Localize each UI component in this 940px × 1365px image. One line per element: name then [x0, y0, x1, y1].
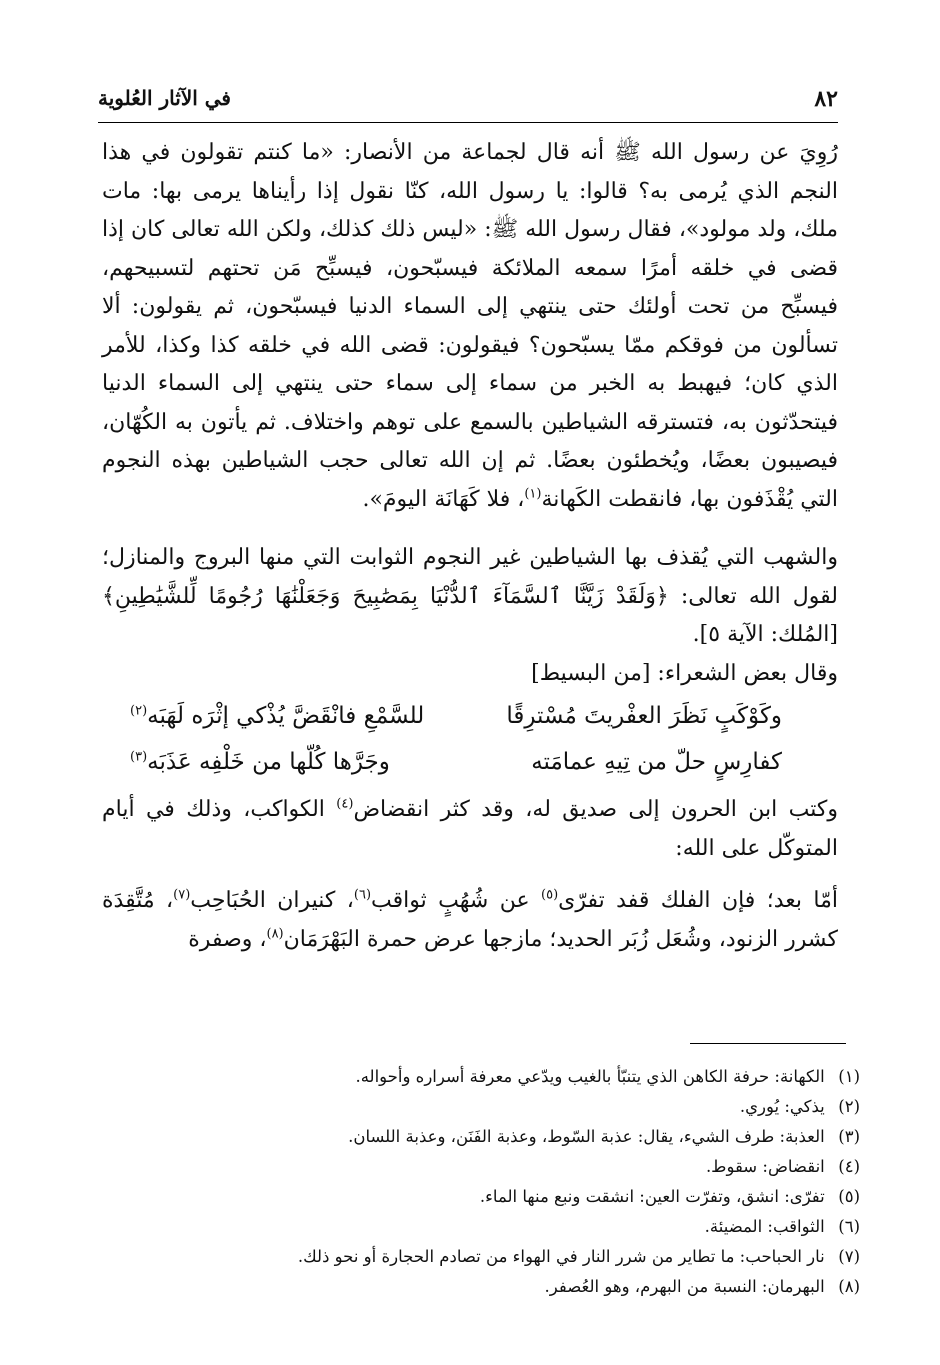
footnote-rule: [690, 1043, 846, 1044]
footnote-number: (٥): [838, 1187, 860, 1206]
header-rule: [98, 122, 838, 123]
verse-hemistich-second: [130, 739, 390, 785]
paragraph-letter: [102, 882, 838, 959]
page-number: ٨٢: [814, 86, 838, 112]
page-header: [98, 84, 838, 122]
footnote-ref: (٢): [130, 703, 148, 719]
footnote-number: (٦): [838, 1217, 860, 1236]
footnote-ref: (١): [524, 486, 542, 502]
footnote-ref: (٣): [130, 749, 148, 765]
footnote-number: (٢): [838, 1097, 860, 1116]
footnote: [110, 1122, 860, 1152]
paragraph-text: ، وصفرة: [188, 926, 267, 952]
footnote-text: الثواقب: المضيئة.: [704, 1217, 825, 1236]
footnote-text: انقضاض: سقوط.: [705, 1157, 825, 1176]
verse-hemistich-first: وكَوْكَبٍ نَظَرَ العفْريتَ مُسْترِقًا: [506, 703, 782, 729]
verse-text: وجَرَّها كُلّها من خَلْفِه عَذَبَه: [147, 749, 390, 775]
footnote-number: (٤): [838, 1157, 860, 1176]
footnote: [110, 1182, 860, 1212]
footnote-number: (٨): [838, 1277, 860, 1296]
paragraph-letter-intro: [102, 791, 838, 868]
footnote-ref: (٧): [173, 887, 191, 903]
footnote: [110, 1062, 860, 1092]
footnote-ref: (٦): [353, 887, 372, 903]
verse-line: [102, 693, 838, 739]
paragraph-text: عن شُهُبٍ ثواقب: [371, 888, 542, 913]
footnote-number: (٣): [838, 1127, 860, 1146]
verse-hemistich-second: [130, 693, 424, 739]
running-title: في الآثار العُلوية: [98, 86, 231, 110]
verse-line: [102, 739, 838, 785]
paragraph-text: ، كنيران الحُبَاحِب: [190, 888, 354, 913]
footnote-text: العذبة: طرف الشيء، يقال: عذبة السّوط، وعذبة الفَنَن، وعذبة اللسان.: [348, 1127, 825, 1146]
footnote-ref: (٨): [266, 926, 284, 942]
footnote: [110, 1242, 860, 1272]
footnote: [110, 1272, 860, 1302]
main-text: [102, 134, 838, 959]
footnotes: [110, 1062, 860, 1302]
paragraph-shuhub: والشهب التي يُقذف بها الشياطين غير النجوم الثوابت التي منها البروج والمنازل؛ لقول الله تعالى: ﴿وَلَقَدْ زَيَّنَّا ٱلسَّمَآءَ ٱلدُّنْيَا بِمَصَٰبِيحَ وَجَعَلْنَٰهَا رُجُومًا لِّلشَّيَٰطِينِ﴾ [المُلك: الآية ٥].: [102, 545, 838, 647]
footnote-number: (٧): [838, 1247, 860, 1266]
footnote-ref: (٥): [541, 887, 559, 903]
paragraph-text: ، فلا كَهَانَة اليومَ».: [362, 486, 525, 512]
verse-text: للسَّمْعِ فانْقَضَّ يُذْكي إثْرَه لَهَبَه: [147, 703, 425, 729]
paragraph-text: ، مُتَّقِدَة كشرر الزنود، وشُعَل زُبَر الحديد؛ مازجها عرض حمرة البَهْرَمَان: [102, 888, 838, 952]
footnote-text: نار الحباحب: ما تطاير من شرر النار في الهواء من تصادم الحجارة أو نحو ذلك.: [297, 1247, 825, 1266]
paragraph-hadith: [102, 134, 838, 519]
footnote-text: البهرمان: النسبة من البهرم، وهو العُصفر.: [544, 1277, 825, 1296]
paragraph-text: وكتب ابن الحرون إلى صديق له، وقد كثر انقضاض: [353, 797, 839, 822]
paragraph-text: رُوِيَ عن رسول الله ﷺ أنه قال لجماعة من الأنصار: «ما كنتم تقولون في هذا النجم الذي يُرمى به؟ قالوا: يا رسول الله، كنّا نقول إذا رأيناها يرمى بها: مات ملك، ولد مولود»، فقال رسول الله ﷺ: «ليس ذلك كذلك، ولكن الله تعالى كان إذا قضى في خلقه أمرًا سمعه الملائكة فيسبّحون، فيسبِّح مَن تحتهم لتسبيحهم، فيسبِّح من تحت أولئك حتى ينتهي إلى السماء الدنيا فيسبّحون، ثم يقولون: ألا تسألون من فوقكم ممّا يسبّحون؟ فيقولون: قضى الله في خلقه كذا وكذا، للأمر الذي كان؛ فيهبط به الخبر من سماء إلى سماء حتى ينتهي إلى السماء الدنيا فيتحدّثون به، فتسترقه الشياطين بالسمع على توهم واختلاف. ثم يأتون به الكُهّان، فيصيبون بعضًا، ويُخطئون بعضًا. ثم إن الله تعالى حجب الشياطين بهذه النجوم التي يُقْذَفون بها، فانقطت الكَهانة: [102, 140, 838, 512]
footnote-text: تفرّى: انشق، وتفرّت العين: انشقت ونبع منها الماء.: [479, 1187, 825, 1206]
footnote: [110, 1092, 860, 1122]
footnote: [110, 1212, 860, 1242]
verse-hemistich-first: كفارِسٍ حلّ من تِيهِ عمامَته: [531, 749, 782, 775]
paragraph-text: أمّا بعد؛ فإن الفلك قفد تفرّى: [558, 888, 839, 913]
footnote-text: يذكي: يُوري.: [739, 1097, 825, 1116]
footnote-text: الكهانة: حرفة الكاهن الذي يتنبّأ بالغيب ويدّعي معرفة أسراره وأحواله.: [355, 1067, 825, 1086]
footnote-ref: (٤): [336, 796, 354, 812]
footnote-number: (١): [838, 1067, 860, 1086]
paragraph-text: الكواكب، وذلك في أيام المتوكّل على الله:: [102, 797, 838, 861]
verse-intro: وقال بعض الشعراء: [من البسيط]: [531, 660, 838, 686]
footnote: [110, 1152, 860, 1182]
